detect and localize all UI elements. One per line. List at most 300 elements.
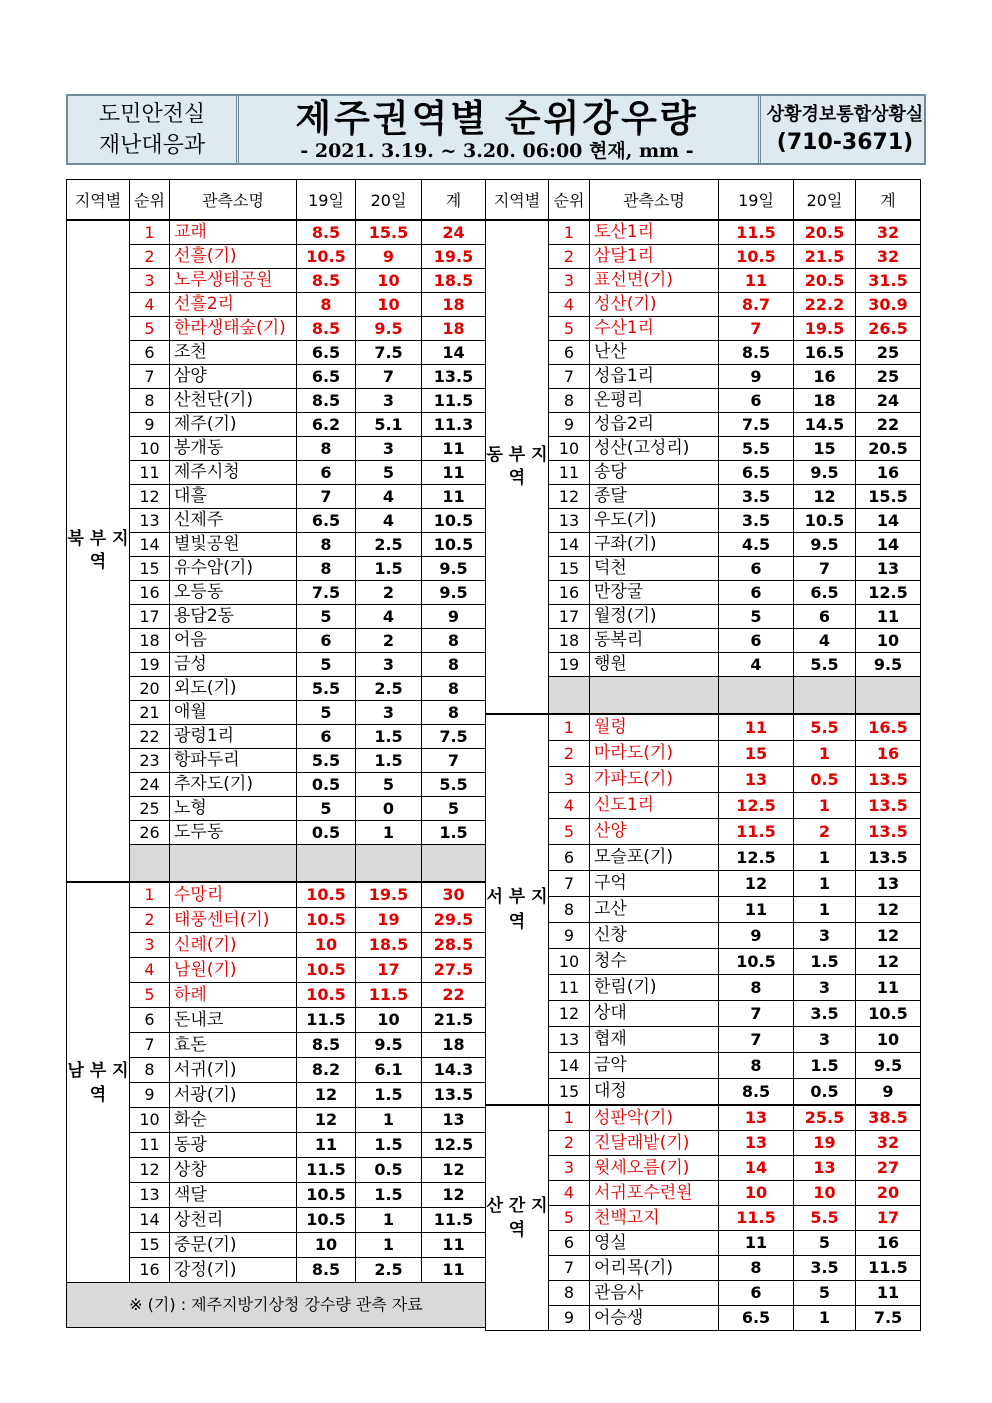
total-value: 12 <box>856 949 921 975</box>
table-row <box>67 1058 486 1083</box>
table-row <box>486 1231 921 1256</box>
region-label-south: 남 부 지 역 <box>67 882 130 1283</box>
page-subtitle: - 2021. 3.19. ~ 3.20. 06:00 현재, mm - <box>300 139 694 162</box>
station-name: 신제주 <box>170 509 297 533</box>
day20-value: 5.5 <box>794 714 856 741</box>
col-region: 지역별 <box>486 180 549 221</box>
station-name: 애월 <box>170 701 297 725</box>
total-value: 11.5 <box>422 389 486 413</box>
day19-value: 8.5 <box>297 317 356 341</box>
total-value: 13 <box>856 557 921 581</box>
day20-value: 19.5 <box>794 317 856 341</box>
total-value: 25 <box>856 365 921 389</box>
total-value: 29.5 <box>422 908 486 933</box>
day20-value: 1.5 <box>356 557 422 581</box>
day20-value: 9.5 <box>794 533 856 557</box>
day19-value: 8.7 <box>719 293 794 317</box>
total-value: 13.5 <box>422 365 486 389</box>
table-row <box>486 975 921 1001</box>
col-total: 계 <box>422 180 486 221</box>
rank-cell: 13 <box>130 1183 170 1208</box>
total-value: 8 <box>422 653 486 677</box>
table-row <box>486 413 921 437</box>
rank-cell: 14 <box>130 533 170 557</box>
day20-value: 1 <box>794 897 856 923</box>
day19-value: 11 <box>719 269 794 293</box>
table-row <box>67 220 486 245</box>
station-name: 표선면(기) <box>590 269 719 293</box>
day20-value: 16 <box>794 365 856 389</box>
total-value: 18 <box>422 1033 486 1058</box>
rank-cell: 1 <box>130 220 170 245</box>
table-row <box>486 629 921 653</box>
rank-cell: 14 <box>549 1053 590 1079</box>
day19-value: 11 <box>719 897 794 923</box>
rank-cell: 9 <box>130 1083 170 1108</box>
station-name: 고산 <box>590 897 719 923</box>
rank-cell: 3 <box>549 1156 590 1181</box>
day19-value: 13 <box>719 767 794 793</box>
office-block <box>758 96 929 163</box>
day20-value: 4 <box>356 485 422 509</box>
table-row <box>486 317 921 341</box>
day19-value: 7 <box>719 317 794 341</box>
blank-cell <box>794 677 856 715</box>
station-name: 온평리 <box>590 389 719 413</box>
total-value: 9 <box>422 605 486 629</box>
rank-cell: 3 <box>130 269 170 293</box>
day19-value: 8.5 <box>719 1079 794 1106</box>
total-value: 16 <box>856 741 921 767</box>
station-name: 산천단(기) <box>170 389 297 413</box>
station-name: 대정 <box>590 1079 719 1106</box>
rank-cell: 3 <box>549 269 590 293</box>
total-value: 18 <box>422 317 486 341</box>
total-value: 9.5 <box>856 653 921 677</box>
day20-value: 10 <box>356 269 422 293</box>
day20-value: 4 <box>356 509 422 533</box>
day19-value: 11 <box>297 1133 356 1158</box>
station-name: 광령1리 <box>170 725 297 749</box>
station-name: 관음사 <box>590 1281 719 1306</box>
station-name: 서광(기) <box>170 1083 297 1108</box>
office-name: 상황경보통합상황실 <box>766 103 924 125</box>
rank-cell: 5 <box>549 1206 590 1231</box>
table-row <box>486 1105 921 1131</box>
rank-cell: 1 <box>549 220 590 245</box>
station-name: 선흘(기) <box>170 245 297 269</box>
rank-cell: 10 <box>130 1108 170 1133</box>
table-row <box>67 933 486 958</box>
note-row <box>67 1283 486 1328</box>
total-value: 14 <box>856 509 921 533</box>
table-row <box>486 245 921 269</box>
day20-value: 2.5 <box>356 677 422 701</box>
table-row <box>67 749 486 773</box>
day19-value: 8 <box>297 293 356 317</box>
day19-value: 5 <box>297 797 356 821</box>
blank-cell <box>719 677 794 715</box>
day20-value: 7 <box>794 557 856 581</box>
station-name: 한림(기) <box>590 975 719 1001</box>
total-value: 38.5 <box>856 1105 921 1131</box>
station-name: 금악 <box>590 1053 719 1079</box>
table-row <box>67 557 486 581</box>
rank-cell: 11 <box>130 1133 170 1158</box>
total-value: 9.5 <box>856 1053 921 1079</box>
station-name: 노루생태공원 <box>170 269 297 293</box>
day19-value: 9 <box>719 923 794 949</box>
day19-value: 6 <box>719 629 794 653</box>
total-value: 7.5 <box>422 725 486 749</box>
total-value: 17 <box>856 1206 921 1231</box>
total-value: 5 <box>422 797 486 821</box>
rank-cell: 16 <box>130 581 170 605</box>
rank-cell: 14 <box>549 533 590 557</box>
total-value: 7.5 <box>856 1306 921 1331</box>
total-value: 14 <box>856 533 921 557</box>
station-name: 외도(기) <box>170 677 297 701</box>
rank-cell: 12 <box>549 485 590 509</box>
day20-value: 5.1 <box>356 413 422 437</box>
station-name: 월정(기) <box>590 605 719 629</box>
day20-value: 4 <box>356 605 422 629</box>
station-name: 금성 <box>170 653 297 677</box>
day19-value: 15 <box>719 741 794 767</box>
table-row <box>486 871 921 897</box>
rank-cell: 14 <box>130 1208 170 1233</box>
station-name: 한라생태숲(기) <box>170 317 297 341</box>
total-value: 16 <box>856 1231 921 1256</box>
station-name: 수산1리 <box>590 317 719 341</box>
col-day20: 20일 <box>356 180 422 221</box>
day20-value: 2 <box>356 629 422 653</box>
table-row <box>67 293 486 317</box>
station-name: 상대 <box>590 1001 719 1027</box>
table-row <box>67 773 486 797</box>
table-row <box>67 365 486 389</box>
day20-value: 0 <box>356 797 422 821</box>
day19-value: 6 <box>719 581 794 605</box>
rank-cell: 3 <box>130 933 170 958</box>
table-row <box>486 653 921 677</box>
total-value: 10 <box>856 629 921 653</box>
table-row <box>67 413 486 437</box>
table-row <box>67 1258 486 1283</box>
total-value: 13.5 <box>856 767 921 793</box>
day19-value: 4 <box>719 653 794 677</box>
station-name: 화순 <box>170 1108 297 1133</box>
table-row <box>67 605 486 629</box>
station-name: 구좌(기) <box>590 533 719 557</box>
day20-value: 9.5 <box>356 317 422 341</box>
day19-value: 0.5 <box>297 773 356 797</box>
rank-cell: 2 <box>130 908 170 933</box>
col-day20: 20일 <box>794 180 856 221</box>
rank-cell: 7 <box>549 365 590 389</box>
table-row <box>486 1156 921 1181</box>
station-name: 성읍1리 <box>590 365 719 389</box>
day20-value: 19 <box>356 908 422 933</box>
right-rainfall-table <box>485 179 921 1331</box>
total-value: 14.3 <box>422 1058 486 1083</box>
day20-value: 25.5 <box>794 1105 856 1131</box>
day19-value: 6.5 <box>297 341 356 365</box>
table-row <box>486 1001 921 1027</box>
day19-value: 3.5 <box>719 485 794 509</box>
day20-value: 1 <box>794 871 856 897</box>
day19-value: 10.5 <box>297 1183 356 1208</box>
day19-value: 8 <box>297 533 356 557</box>
day20-value: 0.5 <box>356 1158 422 1183</box>
table-row <box>486 1053 921 1079</box>
rank-cell: 25 <box>130 797 170 821</box>
station-name: 구억 <box>590 871 719 897</box>
day19-value: 6.5 <box>297 509 356 533</box>
rank-cell: 10 <box>549 437 590 461</box>
station-name: 노형 <box>170 797 297 821</box>
rank-cell: 23 <box>130 749 170 773</box>
station-name: 성읍2리 <box>590 413 719 437</box>
total-value: 13 <box>856 871 921 897</box>
day19-value: 10.5 <box>719 949 794 975</box>
table-row <box>67 1183 486 1208</box>
total-value: 1.5 <box>422 821 486 845</box>
day19-value: 10.5 <box>297 245 356 269</box>
total-value: 22 <box>422 983 486 1008</box>
day20-value: 1 <box>356 1108 422 1133</box>
day20-value: 17 <box>356 958 422 983</box>
total-value: 27 <box>856 1156 921 1181</box>
day20-value: 1 <box>794 845 856 871</box>
station-name: 제주시청 <box>170 461 297 485</box>
rank-cell: 2 <box>130 245 170 269</box>
table-row <box>486 923 921 949</box>
day19-value: 10.5 <box>297 983 356 1008</box>
day20-value: 2.5 <box>356 533 422 557</box>
table-row <box>486 741 921 767</box>
table-row <box>67 653 486 677</box>
rank-cell: 10 <box>549 949 590 975</box>
table-row <box>486 437 921 461</box>
left-table-body <box>67 220 486 1328</box>
day20-value: 7.5 <box>356 341 422 365</box>
day20-value: 2 <box>356 581 422 605</box>
rank-cell: 6 <box>549 1231 590 1256</box>
day19-value: 11 <box>719 1231 794 1256</box>
station-name: 난산 <box>590 341 719 365</box>
table-row <box>486 767 921 793</box>
day20-value: 1.5 <box>356 1133 422 1158</box>
table-row <box>486 220 921 245</box>
day20-value: 3.5 <box>794 1256 856 1281</box>
station-name: 서귀(기) <box>170 1058 297 1083</box>
day20-value: 9.5 <box>356 1033 422 1058</box>
rank-cell: 15 <box>549 1079 590 1106</box>
day20-value: 5 <box>356 773 422 797</box>
table-row <box>67 1008 486 1033</box>
day19-value: 7.5 <box>297 581 356 605</box>
station-name: 유수암(기) <box>170 557 297 581</box>
day20-value: 3 <box>356 437 422 461</box>
rank-cell: 6 <box>549 341 590 365</box>
day19-value: 8 <box>297 557 356 581</box>
day20-value: 3 <box>356 653 422 677</box>
station-name: 돈내코 <box>170 1008 297 1033</box>
day20-value: 14.5 <box>794 413 856 437</box>
rank-cell: 6 <box>549 845 590 871</box>
day19-value: 11.5 <box>297 1158 356 1183</box>
day19-value: 6 <box>297 629 356 653</box>
station-name: 종달 <box>590 485 719 509</box>
day19-value: 10 <box>719 1181 794 1206</box>
rank-cell: 3 <box>549 767 590 793</box>
station-name: 중문(기) <box>170 1233 297 1258</box>
day20-value: 3 <box>794 923 856 949</box>
table-row <box>486 1256 921 1281</box>
total-value: 28.5 <box>422 933 486 958</box>
table-row <box>67 485 486 509</box>
total-value: 19.5 <box>422 245 486 269</box>
day19-value: 10.5 <box>719 245 794 269</box>
day20-value: 21.5 <box>794 245 856 269</box>
table-row <box>486 269 921 293</box>
day20-value: 3 <box>356 389 422 413</box>
blank-cell <box>549 677 590 715</box>
day19-value: 7.5 <box>719 413 794 437</box>
day20-value: 5 <box>794 1281 856 1306</box>
table-row <box>67 1158 486 1183</box>
rank-cell: 15 <box>549 557 590 581</box>
day19-value: 6.5 <box>297 365 356 389</box>
day20-value: 1 <box>794 1306 856 1331</box>
station-name: 동광 <box>170 1133 297 1158</box>
day19-value: 10.5 <box>297 908 356 933</box>
day20-value: 6.5 <box>794 581 856 605</box>
total-value: 11 <box>856 975 921 1001</box>
total-value: 27.5 <box>422 958 486 983</box>
table-row <box>486 461 921 485</box>
table-header-row <box>486 180 921 221</box>
blank-cell <box>590 677 719 715</box>
region-label-east: 동 부 지 역 <box>486 220 549 714</box>
rank-cell: 4 <box>549 293 590 317</box>
table-row <box>486 1181 921 1206</box>
table-row <box>486 949 921 975</box>
day19-value: 5.5 <box>297 677 356 701</box>
right-table-body <box>486 220 921 1331</box>
rank-cell: 9 <box>549 923 590 949</box>
total-value: 10.5 <box>422 533 486 557</box>
table-row <box>67 389 486 413</box>
table-row <box>67 437 486 461</box>
rank-cell: 6 <box>130 341 170 365</box>
region-label-west: 서 부 지 역 <box>486 714 549 1105</box>
station-name: 수망리 <box>170 882 297 908</box>
rank-cell: 19 <box>130 653 170 677</box>
left-rainfall-table <box>66 179 486 1328</box>
day20-value: 1.5 <box>356 1083 422 1108</box>
total-value: 11 <box>422 485 486 509</box>
rank-cell: 7 <box>549 871 590 897</box>
station-name: 도두동 <box>170 821 297 845</box>
rank-cell: 26 <box>130 821 170 845</box>
day20-value: 18.5 <box>356 933 422 958</box>
station-name: 상천리 <box>170 1208 297 1233</box>
title-block <box>239 96 755 163</box>
station-name: 상창 <box>170 1158 297 1183</box>
day19-value: 12 <box>719 871 794 897</box>
table-row <box>67 797 486 821</box>
rank-cell: 24 <box>130 773 170 797</box>
total-value: 11 <box>856 1281 921 1306</box>
day20-value: 1.5 <box>356 749 422 773</box>
total-value: 9 <box>856 1079 921 1106</box>
station-name: 성산(기) <box>590 293 719 317</box>
station-name: 삼양 <box>170 365 297 389</box>
rank-cell: 7 <box>130 1033 170 1058</box>
total-value: 12.5 <box>856 581 921 605</box>
day20-value: 4 <box>794 629 856 653</box>
department-block <box>68 96 239 163</box>
rank-cell: 11 <box>549 975 590 1001</box>
day19-value: 11.5 <box>719 220 794 245</box>
day19-value: 5.5 <box>719 437 794 461</box>
rank-cell: 8 <box>549 389 590 413</box>
day20-value: 9.5 <box>794 461 856 485</box>
total-value: 32 <box>856 1131 921 1156</box>
table-row <box>486 897 921 923</box>
day20-value: 10 <box>356 1008 422 1033</box>
table-row <box>486 485 921 509</box>
col-rank: 순위 <box>549 180 590 221</box>
station-name: 월령 <box>590 714 719 741</box>
total-value: 9.5 <box>422 557 486 581</box>
day20-value: 1.5 <box>356 1183 422 1208</box>
rank-cell: 11 <box>549 461 590 485</box>
table-row <box>486 1281 921 1306</box>
day19-value: 10.5 <box>297 1208 356 1233</box>
total-value: 7 <box>422 749 486 773</box>
rank-cell: 20 <box>130 677 170 701</box>
day19-value: 6 <box>297 725 356 749</box>
total-value: 16 <box>856 461 921 485</box>
table-row <box>486 845 921 871</box>
table-header-row <box>67 180 486 221</box>
station-name: 윗세오름(기) <box>590 1156 719 1181</box>
table-row <box>67 701 486 725</box>
day20-value: 1 <box>794 793 856 819</box>
rank-cell: 15 <box>130 557 170 581</box>
day19-value: 6.2 <box>297 413 356 437</box>
day20-value: 13 <box>794 1156 856 1181</box>
rank-cell: 6 <box>130 1008 170 1033</box>
table-row <box>67 533 486 557</box>
station-name: 어음 <box>170 629 297 653</box>
table-row <box>67 677 486 701</box>
table-row <box>67 725 486 749</box>
rank-cell: 18 <box>549 629 590 653</box>
total-value: 8 <box>422 701 486 725</box>
day20-value: 6.1 <box>356 1058 422 1083</box>
day20-value: 2 <box>794 819 856 845</box>
rank-cell: 1 <box>549 714 590 741</box>
table-row <box>486 793 921 819</box>
day19-value: 6 <box>719 557 794 581</box>
rank-cell: 13 <box>549 1027 590 1053</box>
rank-cell: 4 <box>549 1181 590 1206</box>
total-value: 13.5 <box>856 845 921 871</box>
